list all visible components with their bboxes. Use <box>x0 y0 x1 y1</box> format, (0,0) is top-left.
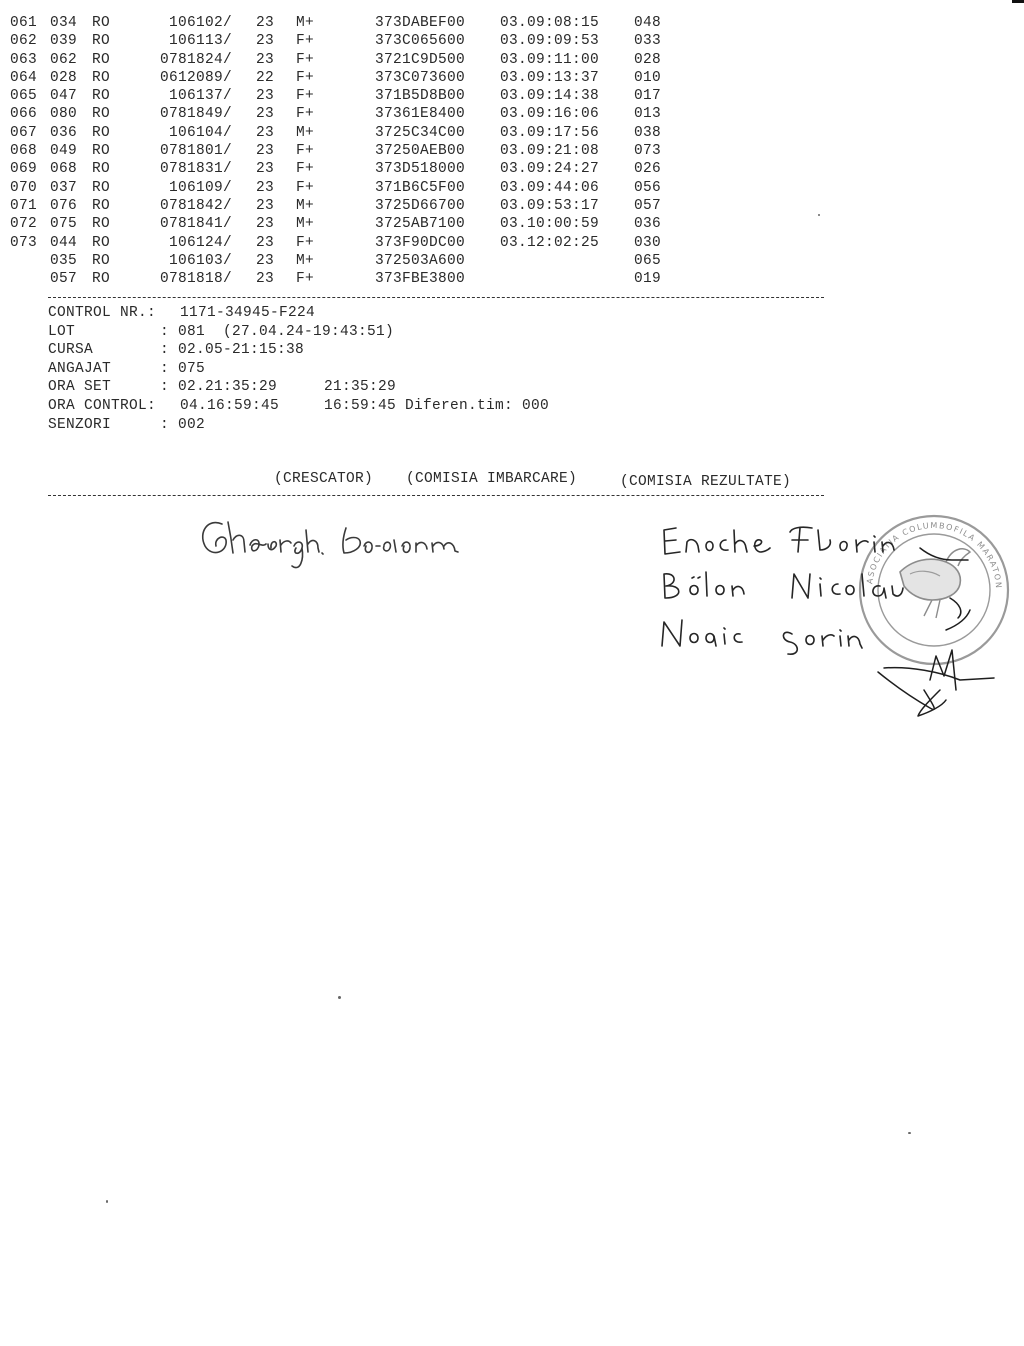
row-country: RO <box>92 33 111 50</box>
row-position: 019 <box>634 271 662 288</box>
row-index: 063 <box>10 51 38 68</box>
row-ring: 106137/ <box>168 88 232 105</box>
row-ring: 106109/ <box>168 179 232 196</box>
comisia-imbarcare-heading: (COMISIA IMBARCARE) <box>406 471 578 487</box>
row-number: 057 <box>50 271 78 288</box>
row-position: 026 <box>634 161 662 178</box>
row-sex: M+ <box>296 216 315 233</box>
row-chip: 373F90DC00 <box>375 234 466 251</box>
ora-set-label: ORA SET <box>48 379 112 396</box>
row-number: 080 <box>50 106 78 123</box>
row-year: 22 <box>256 69 275 86</box>
row-position: 028 <box>634 51 662 68</box>
row-year: 23 <box>256 106 275 123</box>
row-chip: 37250AEB00 <box>375 143 466 160</box>
row-arrival-time: 03.09:44:06 <box>500 179 600 196</box>
ora-set-value-2: 21:35:29 <box>324 379 397 396</box>
row-country: RO <box>92 161 111 178</box>
row-index: 070 <box>10 179 38 196</box>
row-index: 068 <box>10 143 38 160</box>
row-index: 064 <box>10 69 38 86</box>
row-country: RO <box>92 252 111 269</box>
row-chip: 3725D66700 <box>375 197 466 214</box>
row-country: RO <box>92 216 111 233</box>
row-position: 033 <box>634 33 662 50</box>
row-index: 071 <box>10 197 38 214</box>
senzori-label: SENZORI <box>48 416 112 433</box>
row-sex: F+ <box>296 143 315 160</box>
row-number: 044 <box>50 234 78 251</box>
row-chip: 37361E8400 <box>375 106 466 123</box>
row-position: 057 <box>634 197 662 214</box>
row-sex: F+ <box>296 88 315 105</box>
row-arrival-time: 03.09:16:06 <box>500 106 600 123</box>
row-ring: 106124/ <box>168 234 232 251</box>
row-number: 068 <box>50 161 78 178</box>
row-ring: 106104/ <box>168 124 232 141</box>
row-number: 062 <box>50 51 78 68</box>
row-ring: 0781849/ <box>159 106 232 123</box>
row-country: RO <box>92 106 111 123</box>
row-arrival-time: 03.09:53:17 <box>500 197 600 214</box>
row-sex: F+ <box>296 271 315 288</box>
row-year: 23 <box>256 252 275 269</box>
comisia-rezultate-heading: (COMISIA REZULTATE) <box>620 474 792 490</box>
committee-signature-3 <box>662 620 862 654</box>
row-sex: M+ <box>296 252 315 269</box>
row-sex: F+ <box>296 161 315 178</box>
scan-speck <box>106 1200 108 1203</box>
row-number: 037 <box>50 179 78 196</box>
row-position: 056 <box>634 179 662 196</box>
committee-signature-1 <box>664 527 894 554</box>
row-arrival-time: 03.09:21:08 <box>500 143 600 160</box>
row-position: 013 <box>634 106 662 123</box>
row-ring: 0781818/ <box>159 271 232 288</box>
row-ring: 0781841/ <box>159 216 232 233</box>
ora-set-value: : 02.21:35:29 <box>160 379 278 396</box>
row-arrival-time: 03.10:00:59 <box>500 216 600 233</box>
row-sex: F+ <box>296 51 315 68</box>
row-country: RO <box>92 51 111 68</box>
row-arrival-time: 03.09:13:37 <box>500 69 600 86</box>
row-number: 035 <box>50 252 78 269</box>
row-index: 065 <box>10 88 38 105</box>
angajat-value: : 075 <box>160 360 206 377</box>
row-ring: 0781801/ <box>159 143 232 160</box>
scan-speck <box>908 1132 911 1134</box>
association-stamp <box>860 516 1008 664</box>
row-year: 23 <box>256 88 275 105</box>
crescator-heading: (CRESCATOR) <box>274 471 374 487</box>
senzori-value: : 002 <box>160 416 206 433</box>
cursa-label: CURSA <box>48 342 94 359</box>
row-position: 065 <box>634 252 662 269</box>
row-arrival-time: 03.09:09:53 <box>500 33 600 50</box>
row-index: 072 <box>10 216 38 233</box>
row-year: 23 <box>256 15 275 31</box>
row-arrival-time: 03.09:08:15 <box>500 15 600 31</box>
row-sex: F+ <box>296 33 315 50</box>
row-number: 076 <box>50 197 78 214</box>
row-arrival-time: 03.09:14:38 <box>500 88 600 105</box>
row-position: 017 <box>634 88 662 105</box>
row-year: 23 <box>256 143 275 160</box>
row-chip: 371B5D8B00 <box>375 88 466 105</box>
row-country: RO <box>92 69 111 86</box>
row-index: 066 <box>10 106 38 123</box>
row-arrival-time: 03.09:24:27 <box>500 161 600 178</box>
row-chip: 3721C9D500 <box>375 51 466 68</box>
row-chip: 373DABEF00 <box>375 15 466 31</box>
row-number: 034 <box>50 15 78 31</box>
row-arrival-time: 03.09:11:00 <box>500 51 600 68</box>
row-country: RO <box>92 88 111 105</box>
lot-value: : 081 (27.04.24-19:43:51) <box>160 323 395 340</box>
row-number: 039 <box>50 33 78 50</box>
angajat-label: ANGAJAT <box>48 360 112 377</box>
row-year: 23 <box>256 124 275 141</box>
row-year: 23 <box>256 33 275 50</box>
row-ring: 106113/ <box>168 33 232 50</box>
row-position: 048 <box>634 15 662 31</box>
control-nr-value: 1171-34945-F224 <box>180 305 316 321</box>
row-chip: 373D518000 <box>375 161 466 178</box>
ora-control-label: ORA CONTROL: <box>48 397 157 414</box>
row-chip: 373FBE3800 <box>375 271 466 288</box>
row-chip: 373C065600 <box>375 33 466 50</box>
row-index: 062 <box>10 33 38 50</box>
row-chip: 3725C34C00 <box>375 124 466 141</box>
control-nr-label: CONTROL NR.: <box>48 305 157 321</box>
row-position: 030 <box>634 234 662 251</box>
row-ring: 0781824/ <box>159 51 232 68</box>
row-sex: M+ <box>296 197 315 214</box>
row-year: 23 <box>256 197 275 214</box>
row-country: RO <box>92 124 111 141</box>
row-ring: 0612089/ <box>159 69 232 86</box>
row-year: 23 <box>256 179 275 196</box>
stamp-text: ASOCIATIA COLUMBOFILA MARATON <box>865 520 1004 590</box>
row-number: 028 <box>50 69 78 86</box>
row-ring: 0781842/ <box>159 197 232 214</box>
cursa-value: : 02.05-21:15:38 <box>160 342 305 359</box>
row-sex: F+ <box>296 179 315 196</box>
row-ring: 0781831/ <box>159 161 232 178</box>
scan-speck <box>338 996 341 999</box>
row-index: 061 <box>10 15 38 31</box>
row-sex: F+ <box>296 234 315 251</box>
row-position: 038 <box>634 124 662 141</box>
lot-label: LOT <box>48 323 76 340</box>
ora-control-value: 04.16:59:45 <box>180 397 280 414</box>
row-ring: 106103/ <box>168 252 232 269</box>
row-position: 073 <box>634 143 662 160</box>
row-index: 073 <box>10 234 38 251</box>
row-number: 036 <box>50 124 78 141</box>
row-country: RO <box>92 271 111 288</box>
row-sex: M+ <box>296 124 315 141</box>
row-index: 069 <box>10 161 38 178</box>
row-position: 010 <box>634 69 662 86</box>
row-sex: F+ <box>296 69 315 86</box>
row-chip: 3725AB7100 <box>375 216 466 233</box>
ora-control-value-2: 16:59:45 Diferen.tim: 000 <box>324 397 550 414</box>
row-chip: 371B6C5F00 <box>375 179 466 196</box>
row-ring: 106102/ <box>168 15 232 31</box>
row-year: 23 <box>256 51 275 68</box>
row-year: 23 <box>256 271 275 288</box>
row-arrival-time: 03.12:02:25 <box>500 234 600 251</box>
row-number: 075 <box>50 216 78 233</box>
row-country: RO <box>92 197 111 214</box>
row-number: 047 <box>50 88 78 105</box>
row-chip: 372503A600 <box>375 252 466 269</box>
row-country: RO <box>92 15 111 31</box>
row-chip: 373C073600 <box>375 69 466 86</box>
row-sex: F+ <box>296 106 315 123</box>
row-index: 067 <box>10 124 38 141</box>
breeder-signature <box>203 522 458 568</box>
row-year: 23 <box>256 161 275 178</box>
scan-speck <box>818 214 820 216</box>
row-year: 23 <box>256 234 275 251</box>
row-country: RO <box>92 179 111 196</box>
committee-signature-2 <box>664 572 903 598</box>
row-country: RO <box>92 143 111 160</box>
row-arrival-time: 03.09:17:56 <box>500 124 600 141</box>
row-number: 049 <box>50 143 78 160</box>
row-year: 23 <box>256 216 275 233</box>
row-country: RO <box>92 234 111 251</box>
row-position: 036 <box>634 216 662 233</box>
row-sex: M+ <box>296 15 315 31</box>
